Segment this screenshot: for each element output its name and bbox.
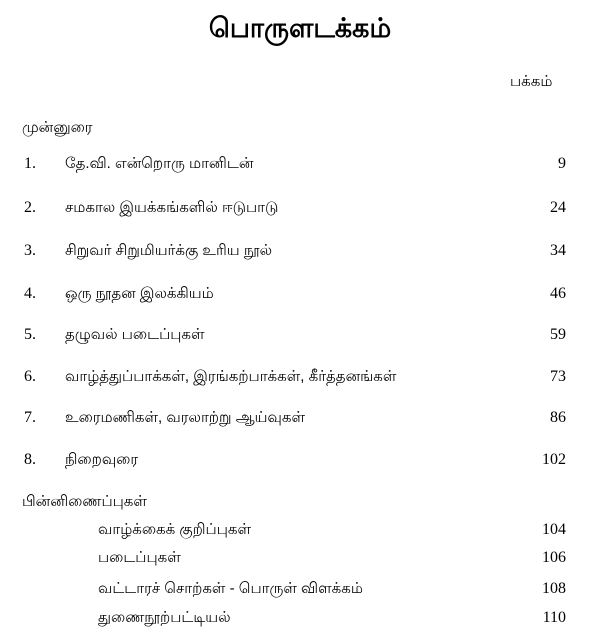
chapter-page: 46	[550, 285, 566, 302]
toc-row	[0, 449, 600, 471]
toc-row	[0, 324, 600, 346]
appendix-row	[0, 519, 600, 541]
chapter-page: 86	[550, 409, 566, 426]
chapter-title: தழுவல் படைப்புகள்	[65, 326, 205, 343]
chapter-page: 102	[542, 451, 566, 468]
chapter-number: 2.	[24, 199, 36, 216]
chapter-page: 59	[550, 326, 566, 343]
chapter-title: உரைமணிகள், வரலாற்று ஆய்வுகள்	[65, 409, 306, 426]
chapter-title: வாழ்த்துப்பாக்கள், இரங்கற்பாக்கள், கீர்த்தனங்கள்	[65, 368, 397, 385]
toc-title: பொருளடக்கம்	[208, 13, 392, 43]
chapter-title: ஒரு நூதன இலக்கியம்	[65, 285, 214, 302]
appendix-page: 106	[542, 549, 566, 566]
chapter-title: சிறுவர் சிறுமியர்க்கு உரிய நூல்	[65, 242, 273, 259]
chapter-number: 4.	[24, 285, 36, 302]
chapter-number: 1.	[24, 155, 36, 172]
toc-row	[0, 407, 600, 429]
chapter-number: 5.	[24, 326, 36, 343]
appendices-heading: பின்னிணைப்புகள்	[22, 493, 147, 510]
chapter-page: 24	[550, 199, 566, 216]
chapter-number: 8.	[24, 451, 36, 468]
toc-row	[0, 153, 600, 175]
chapter-title: தே.வி. என்றொரு மானிடன்	[65, 155, 254, 172]
appendix-row	[0, 547, 600, 569]
chapter-title: நிறைவுரை	[65, 451, 139, 468]
appendix-title: படைப்புகள்	[98, 549, 181, 566]
appendix-title: வாழ்க்கைக் குறிப்புகள்	[98, 521, 252, 538]
appendix-row	[0, 607, 600, 629]
toc-row	[0, 197, 600, 219]
appendix-page: 108	[542, 580, 566, 597]
toc-row	[0, 240, 600, 262]
preface-heading: முன்னுரை	[22, 119, 93, 136]
toc-row	[0, 283, 600, 305]
appendix-row	[0, 578, 600, 600]
chapter-number: 7.	[24, 409, 36, 426]
chapter-page: 34	[550, 242, 566, 259]
page-column-label: பக்கம்	[510, 73, 553, 90]
chapter-number: 3.	[24, 242, 36, 259]
chapter-number: 6.	[24, 368, 36, 385]
appendix-page: 104	[542, 521, 566, 538]
appendix-title: துணைநூற்பட்டியல்	[98, 609, 231, 626]
chapter-page: 9	[558, 155, 566, 172]
chapter-page: 73	[550, 368, 566, 385]
toc-row	[0, 366, 600, 388]
appendix-title: வட்டாரச் சொற்கள் - பொருள் விளக்கம்	[98, 580, 363, 597]
appendix-page: 110	[542, 609, 566, 626]
chapter-title: சமகால இயக்கங்களில் ஈடுபாடு	[65, 199, 279, 216]
